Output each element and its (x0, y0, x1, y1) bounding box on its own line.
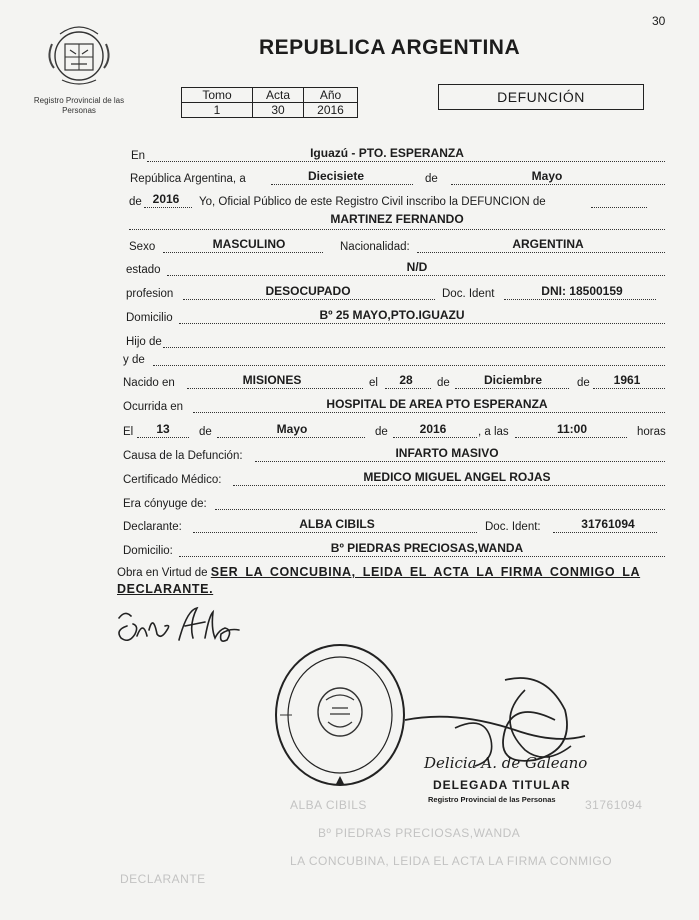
decl-domicilio-value: Bº PIEDRAS PRECIOSAS,WANDA (330, 541, 524, 555)
birth-de2-label: de (577, 377, 590, 389)
delegate-name: Delicia A. de Galeano (424, 754, 588, 772)
bleed-text: LA CONCUBINA, LEIDA EL ACTA LA FIRMA CONMIGO (290, 854, 613, 868)
death-time-value: 11:00 (556, 422, 588, 436)
declarante-value: ALBA CIBILS (299, 517, 375, 531)
y-de-dots (153, 352, 665, 366)
bleed-text: DECLARANTE (120, 872, 206, 886)
year-value: 2016 (304, 103, 358, 118)
estado-label: estado (126, 264, 161, 276)
table-row (182, 103, 358, 118)
provincial-emblem-icon (40, 18, 118, 90)
official-seal-icon (270, 640, 410, 790)
doc-ident-label: Doc. Ident (442, 288, 495, 300)
page-number: 30 (652, 14, 666, 28)
estado-value: N/D (406, 260, 428, 274)
reference-table (181, 87, 358, 118)
republica-label: República Argentina, a (130, 173, 246, 185)
death-day-value: 13 (156, 422, 170, 436)
hijo-label: Hijo de (126, 336, 162, 348)
sexo-value: MASCULINO (212, 237, 286, 251)
document-type-box: DEFUNCIÓN (438, 84, 644, 110)
bleed-text: 31761094 (585, 798, 643, 812)
domicilio-value: Bº 25 MAYO,PTO.IGUAZU (319, 308, 465, 322)
nacido-value: MISIONES (242, 373, 302, 387)
certificado-label: Certificado Médico: (123, 474, 222, 486)
registry-caption: Registro Provincial de las Personas (33, 96, 125, 115)
conyuge-dots (215, 496, 665, 510)
nacido-label: Nacido en (123, 377, 175, 389)
death-year-value: 2016 (419, 422, 447, 436)
birth-de-label: de (437, 377, 450, 389)
sexo-label: Sexo (129, 241, 156, 253)
tomo-value: 1 (182, 103, 253, 118)
birth-month-value: Diciembre (483, 373, 543, 387)
place-value: Iguazú - PTO. ESPERANZA (310, 146, 464, 160)
declarante-label: Declarante: (123, 521, 182, 533)
profesion-value: DESOCUPADO (265, 284, 351, 298)
decl-doc-value: 31761094 (581, 517, 635, 531)
ocurrida-label: Ocurrida en (123, 401, 184, 413)
table-header: Acta (253, 88, 304, 103)
table-row (182, 88, 358, 103)
bleed-text: Bº PIEDRAS PRECIOSAS,WANDA (318, 826, 521, 840)
birth-day-value: 28 (399, 373, 413, 387)
death-de2-label: de (375, 426, 388, 438)
y-de-label: y de (123, 354, 145, 366)
el-upper-label: El (123, 426, 134, 438)
decl-doc-label: Doc. Ident: (485, 521, 541, 533)
doc-ident-value: DNI: 18500159 (541, 284, 623, 298)
officer-text: Yo, Oficial Público de este Registro Civil inscribo la DEFUNCION de (199, 196, 546, 208)
table-header: Año (304, 88, 358, 103)
causa-value: INFARTO MASIVO (395, 446, 499, 460)
death-de-label: de (199, 426, 212, 438)
conyuge-label: Era cónyuge de: (123, 498, 207, 510)
de-label: de (425, 173, 438, 185)
causa-label: Causa de la Defunción: (123, 450, 243, 462)
nacionalidad-label: Nacionalidad: (340, 241, 410, 253)
horas-label: horas (637, 426, 666, 438)
declarant-signature-icon (113, 600, 253, 646)
profesion-label: profesion (126, 288, 174, 300)
death-month-value: Mayo (276, 422, 308, 436)
hijo-dots (163, 334, 665, 348)
day-words-value: Diecisiete (307, 169, 365, 183)
month-value: Mayo (531, 169, 563, 183)
birth-year-value: 1961 (613, 373, 641, 387)
domicilio-label: Domicilio (126, 312, 173, 324)
table-header: Tomo (182, 88, 253, 103)
obra-paragraph (117, 564, 665, 598)
death-act-year-value: 2016 (152, 192, 180, 206)
bleed-text: ALBA CIBILS (290, 798, 367, 812)
deceased-value: MARTINEZ FERNANDO (330, 212, 464, 226)
officer-dots (591, 194, 647, 208)
en-label: En (131, 150, 146, 162)
year-prefix-label: de (129, 196, 142, 208)
acta-value: 30 (253, 103, 304, 118)
obra-text: SER LA CONCUBINA, LEIDA EL ACTA LA FIRMA CONMIGO LA DECLARANTE. (117, 565, 641, 596)
delegate-title: DELEGADA TITULAR (433, 778, 571, 792)
el-label: el (369, 377, 378, 389)
certificado-value: MEDICO MIGUEL ANGEL ROJAS (363, 470, 551, 484)
delegate-org: Registro Provincial de las Personas (428, 795, 556, 804)
ocurrida-value: HOSPITAL DE AREA PTO ESPERANZA (326, 397, 548, 411)
obra-label: Obra en Virtud de (117, 567, 208, 579)
a-las-label: , a las (478, 426, 509, 438)
page-title: REPUBLICA ARGENTINA (259, 36, 521, 59)
decl-domicilio-label: Domicilio: (123, 545, 173, 557)
nacionalidad-value: ARGENTINA (512, 237, 584, 251)
